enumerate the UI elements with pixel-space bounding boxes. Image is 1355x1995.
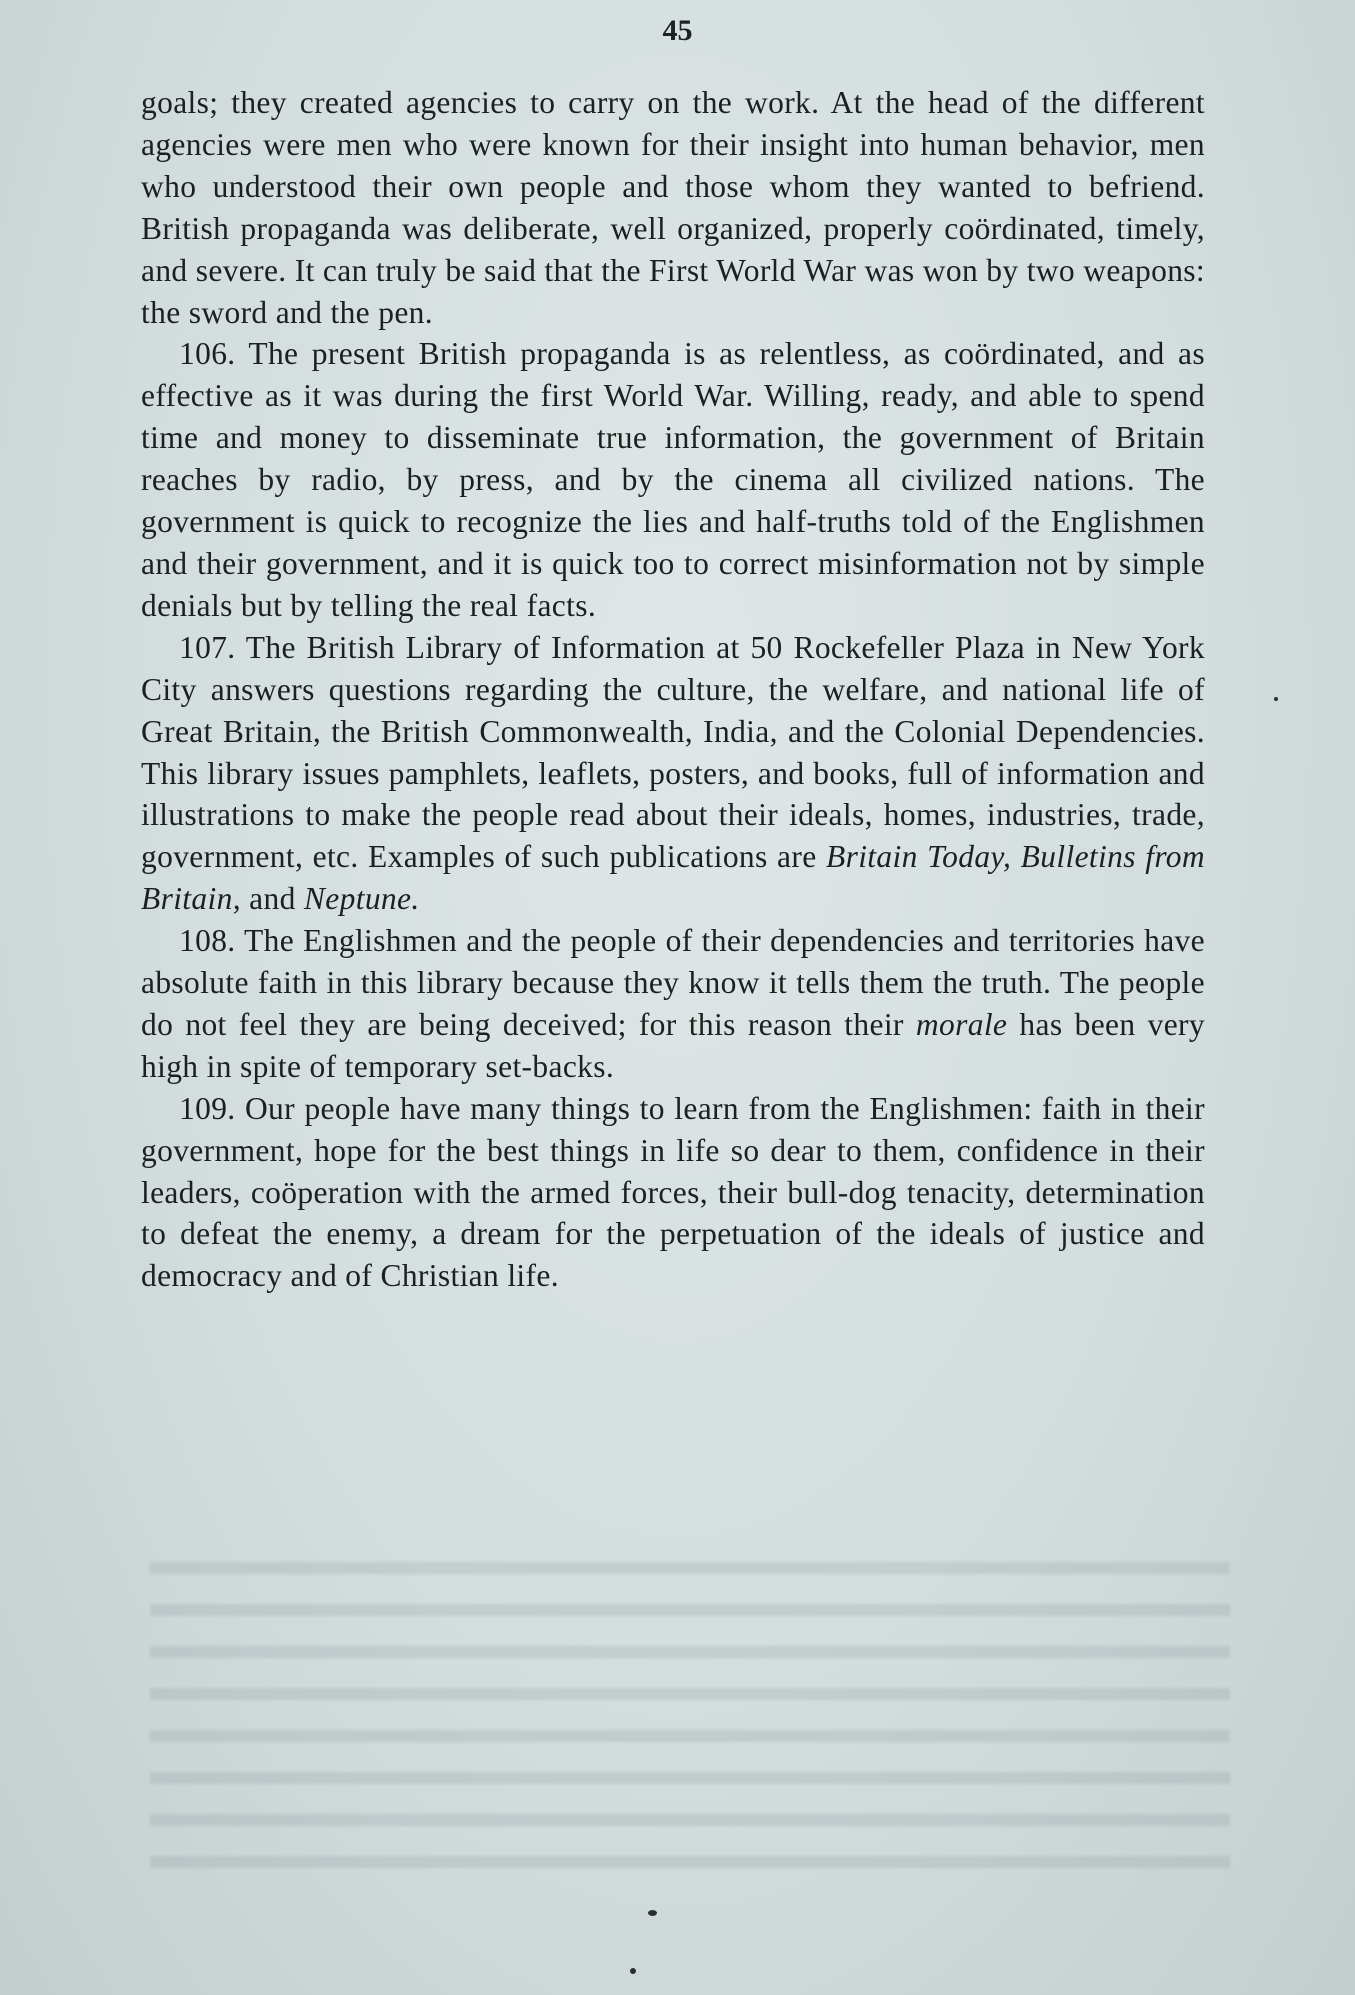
paragraph-109 — [141, 1088, 1205, 1298]
text-run: 108. The Englishmen and the people of their dependencies and territories have absolute faith in this library because they know it tells them the truth. The people do not feel they are being deceived; for this reason their — [141, 923, 1205, 1042]
paragraph-continued — [141, 82, 1205, 333]
italic-text-run: morale — [915, 1006, 1008, 1042]
text-run: and — [240, 881, 304, 917]
text-run: 106. The present British propaganda is as relentless, as coördinated, and as effective as it was during the first World War. Willing, ready, and able to spend time and money to disseminate true information, the government of Britain reaches by radio, by press, and by the cinema all civilized nations. The government is quick to recognize the lies and half-truths told of the Englishmen and their government, and it is quick too to correct misinformation not by simple denials but by telling the real facts. — [141, 336, 1205, 623]
text-run: 109. Our people have many things to learn from the Englishmen: faith in their government, hope for the best things in life so dear to them, confidence in their leaders, coöperation with the armed forces, their bull-dog tenacity, determination to defeat the enemy, a dream for the perpetuation of the ideals of justice and democracy and of Christian life. — [141, 1090, 1205, 1294]
paragraph-106 — [141, 333, 1205, 626]
ink-speck — [630, 1968, 636, 1974]
italic-text-run: Britain Today, Bulletins from Britain, — [141, 839, 1205, 917]
text-run: goals; they created agencies to carry on the work. At the head of the different agencies were men who were known for their insight into human behavior, men who understood their own people and those whom they wanted to befriend. British propaganda was deliberate, well organized, properly coördinated, timely, and severe. It can truly be said that the First World War was won by two weapons: the sword and the pen. — [141, 85, 1206, 330]
text-run: 107. The British Library of Information at 50 Rockefeller Plaza in New York City answers questions regarding the culture, the welfare, and national life of Great Britain, the British Commonwealth, India, and the Colonial Dependencies. This library issues pamphlets, leaflets, posters, and books, full of information and illustrations to make the people read about their ideals, homes, industries, trade, government, etc. Examples of such publications are — [141, 629, 1205, 875]
paragraph-108 — [141, 920, 1205, 1088]
text-run: has been very high in spite of temporary set-backs. — [141, 1006, 1205, 1084]
ink-speck — [1274, 697, 1278, 701]
paragraph-107 — [141, 627, 1205, 920]
page-number: 45 — [662, 14, 693, 47]
bleed-through-text — [150, 1540, 1230, 1890]
italic-text-run: Neptune. — [303, 881, 420, 917]
ink-speck — [648, 1910, 657, 1916]
body-text — [141, 82, 1205, 1297]
